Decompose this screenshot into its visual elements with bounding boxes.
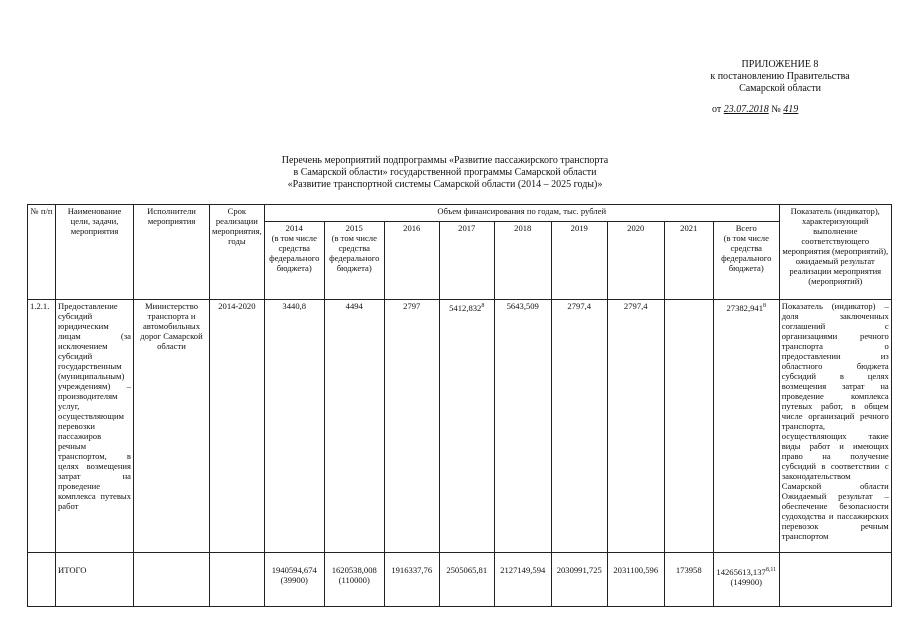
footnote-mark: 8,11 [765,567,777,573]
total-value-2021: 173958 [664,553,713,607]
footnote-mark: 8 [481,303,485,309]
row-value-2019: 2797,4 [551,300,607,553]
row-term: 2014-2020 [210,300,265,553]
appendix-date-line [712,104,862,116]
row-value-2014: 3440,8 [264,300,324,553]
table-row [28,300,892,553]
footnote-mark: 8 [763,303,767,309]
year-header-2019: 2019 [551,222,607,300]
funding-table [27,204,892,607]
appendix-region: Самарской области [739,83,821,94]
title-line-2: в Самарской области» государственной программы Самарской области [293,167,597,178]
row-value-total: 27382,941$^8$ [713,300,779,553]
total-label: ИТОГО [56,553,134,607]
year-header-2015: 2015 (в том числе средства федерального бюджета) [324,222,384,300]
year-header-total: Всего (в том числе средства федерального бюджета) [713,222,779,300]
year-header-2017: 2017 [439,222,494,300]
col-header-num: № п/п [28,205,56,300]
title-line-1: Перечень мероприятий подпрограммы «Развитие пассажирского транспорта [281,155,609,166]
row-value-2021 [664,300,713,553]
year-header-2020: 2020 [607,222,664,300]
row-value-2015: 4494 [324,300,384,553]
appendix-block [700,59,860,95]
total-value-all: 14265613,137$^{8,11}$ (149900) [713,553,779,607]
total-value-2016: 1916337,76 [384,553,439,607]
year-header-2014: 2014 (в том числе средства федерального бюджета) [264,222,324,300]
total-value-2017: 2505065,81 [439,553,494,607]
total-value-2020: 2031100,596 [607,553,664,607]
row-num: 1.2.1. [28,300,56,553]
total-value-2014: 1940594,674 (39900) [264,553,324,607]
number-prefix: № [771,104,781,115]
row-name: Предоставление субсидий юридическим лицам (за исключением субсидий государственным (муниципальным) учреждениям) – производителям услуг, осуществляющим перевозки пассажиров речным транспортом, в целях возмещения затрат на проведение комплекса путевых работ [56,300,134,553]
total-value-2018: 2127149,594 [494,553,551,607]
year-header-2016: 2016 [384,222,439,300]
col-header-term: Срок реализации мероприятия, годы [210,205,265,300]
year-header-2018: 2018 [494,222,551,300]
date-prefix: от [712,104,722,115]
row-value-2017: 5412,832$^8$ [439,300,494,553]
date-value: 23.07.2018 [723,104,769,115]
col-header-name: Наименование цели, задачи, мероприятия [56,205,134,300]
col-header-indicator: Показатель (индикатор), характеризующий выполнение соответствующего мероприятия (мероприятий), ожидаемый результат реализации мероприятия (мероприятий) [779,205,891,300]
row-value-2016: 2797 [384,300,439,553]
col-header-executors: Исполнители мероприятия [134,205,210,300]
title-line-3: «Развитие транспортной системы Самарской области (2014 – 2025 годы)» [287,179,603,190]
row-value-2018: 5643,509 [494,300,551,553]
total-value-2019: 2030991,725 [551,553,607,607]
appendix-title: ПРИЛОЖЕНИЕ 8 [741,59,819,70]
row-indicator: Показатель (индикатор) – доля заключенных соглашений с организациями речного транспорта о предоставлении из областного бюджета субсидий в целях возмещения затрат на проведение комплекса путевых работ, в общем числе организаций речного транспорта, осуществляющих такие виды работ и имеющих право на получение субсидий в соответствии с законодательством Самарской области Ожидаемый результат – обеспечение безопасности судоходства и пассажирских перевозок речным транспортом [779,300,891,553]
total-row [28,553,892,607]
number-value: 419 [783,104,799,115]
row-executors: Министерство транспорта и автомобильных дорог Самарской области [134,300,210,553]
appendix-reference: к постановлению Правительства [710,71,850,82]
total-value-2015: 1620538,008 (110000) [324,553,384,607]
col-header-funding: Объем финансирования по годам, тыс. рублей [264,205,779,222]
document-title [210,155,680,191]
year-header-2021: 2021 [664,222,713,300]
row-value-2020: 2797,4 [607,300,664,553]
